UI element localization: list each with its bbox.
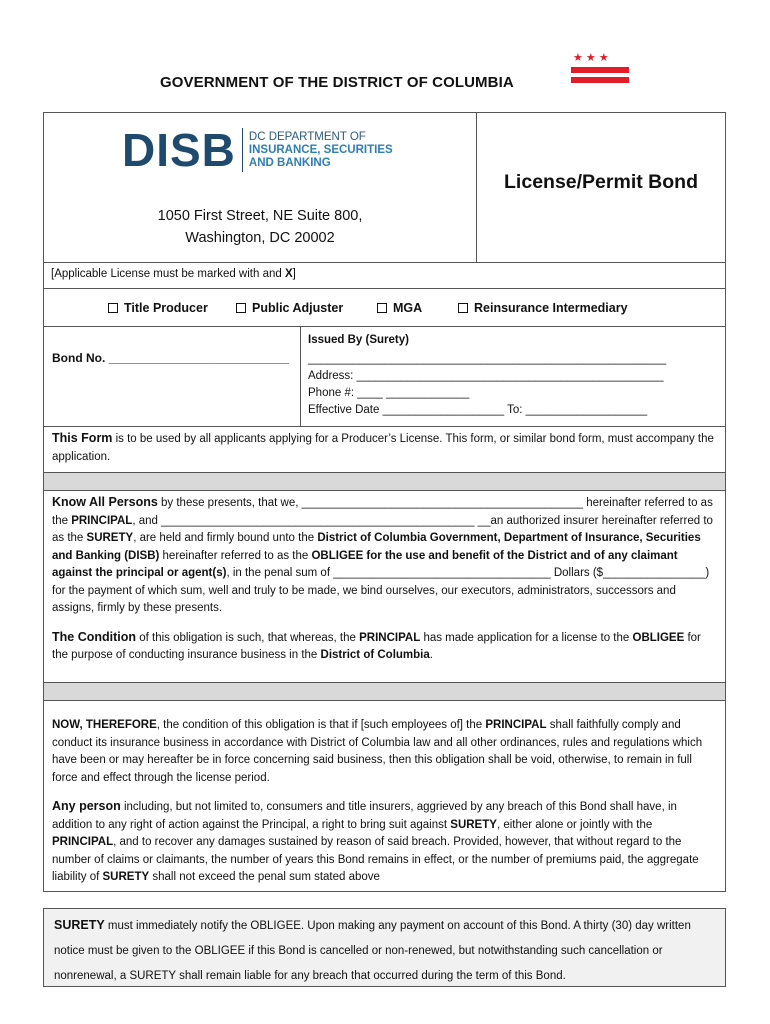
therefore-paragraph [52, 717, 717, 787]
obligee-term: OBLIGEE for the use and benefit of the District and of any claimant against the principal or agent(s) [52, 549, 678, 579]
any-person-text-3: , and to recover any damages sustained by reason of said breach. Provided, however, that without regard to the number of claims or claimants, the number of years this Bond remains in effect, or the number of premiums paid, the aggregate liability of [52, 836, 699, 883]
logo-line-3: AND BANKING [248, 156, 331, 169]
obligation-section [44, 701, 725, 891]
checkbox-icon[interactable] [458, 303, 468, 313]
option-label: MGA [393, 301, 423, 315]
address-line-1: 1050 First Street, NE Suite 800, [157, 208, 363, 224]
surety-phone-field[interactable]: Phone #: ____ _____________ [308, 387, 470, 399]
principal-term: PRINCIPAL [52, 836, 114, 848]
effective-date-field[interactable]: Effective Date ___________________ To: ___________________ [308, 404, 648, 416]
option-public-adjuster[interactable] [236, 301, 343, 315]
license-note-text: [Applicable License must be marked with and [51, 268, 285, 280]
surety-block [308, 332, 718, 419]
notice-surety-term: SURETY [54, 918, 105, 932]
license-note-end: ] [292, 268, 296, 280]
option-label: Public Adjuster [252, 301, 344, 315]
header-section [44, 113, 725, 263]
condition-text-3: for the purpose of conducting insurance business in the [52, 631, 701, 661]
condition-heading: The Condition [52, 629, 137, 644]
therefore-text-2: shall faithfully comply and conduct its insurance business in accordance with District of Columbia law and all other ordinances, rules and regulations which have been or may hereafter be in force concerning said business, then this obligation shall be void, otherwise, to remain in full force and effect through the license period. [52, 719, 703, 784]
logo-text [249, 131, 393, 170]
any-person-paragraph [52, 798, 717, 887]
know-all-paragraph [52, 494, 717, 618]
checkbox-icon[interactable] [377, 303, 387, 313]
license-options [44, 289, 725, 327]
therefore-heading: NOW, THEREFORE [52, 719, 157, 731]
option-title-producer[interactable] [108, 301, 208, 315]
know-all-text-2: , and _________________________________________________ __an authorized insurer hereinafter referred to as the [52, 514, 713, 544]
agency-address [44, 205, 476, 249]
any-person-text-2: , either alone or jointly with the [496, 818, 653, 831]
know-all-text-5: , in the penal sum of __________________________________ Dollars ($________________) for the payment of which sum, well and truly to be made, we bind ourselves, our executors, administrators, successors and assigns, firmly by these presents. [52, 567, 710, 614]
issued-by-label: Issued By (Surety) [308, 334, 409, 346]
principal-term: PRINCIPAL [485, 719, 547, 731]
bond-form [43, 112, 726, 892]
form-use-bold: This Form [52, 431, 113, 445]
bond-divider [300, 327, 301, 426]
condition-text-1: of this obligation is such, that whereas, the [136, 631, 360, 644]
license-note-x: X [284, 268, 293, 280]
checkbox-icon[interactable] [108, 303, 118, 313]
bond-terms-section [44, 491, 725, 683]
option-reinsurance-intermediary[interactable] [458, 301, 628, 315]
district-term: District of Columbia Government, Department of Insurance, Securities and Banking (DISB) [52, 532, 701, 562]
know-all-heading: Know All Persons [52, 495, 158, 509]
flag-stars: ★ ★ ★ [573, 52, 609, 64]
flag-bar-top [571, 67, 629, 73]
logo-line-2: INSURANCE, SECURITIES [248, 143, 393, 156]
form-use-section [44, 427, 725, 473]
option-mga[interactable] [377, 301, 422, 315]
know-all-text-4: hereinafter referred to as the [159, 549, 312, 562]
address-line-2: Washington, DC 20002 [185, 230, 335, 246]
dc-flag-icon [571, 53, 629, 85]
surety-address-field[interactable]: Address: ________________________________________________ [308, 370, 664, 382]
bond-number-field[interactable]: Bond No. ___________________________ [52, 351, 289, 365]
option-label: Title Producer [124, 301, 208, 315]
district-term: District of Columbia [320, 649, 430, 661]
gray-band-1 [44, 473, 725, 491]
page-title: GOVERNMENT OF THE DISTRICT OF COLUMBIA [160, 74, 514, 91]
gray-band-2 [44, 683, 725, 701]
surety-term: SURETY [102, 871, 150, 883]
form-use-body: is to be used by all applicants applying for a Producer’s License. This form, or similar bond form, must accompany the application. [52, 433, 714, 463]
know-all-text-1: by these presents, that we, ____________________________________________ hereinafter referred to as the [52, 497, 713, 527]
form-title: License/Permit Bond [504, 171, 698, 193]
condition-paragraph [52, 629, 717, 665]
surety-notice-box [43, 908, 726, 987]
notice-text: must immediately notify the OBLIGEE. Upon making any payment on account of this Bond. A thirty (30) day written notice must be given to the OBLIGEE if this Bond is cancelled or non-renewed, but notwithstanding such cancellation or nonrenewal, a SURETY shall remain liable for any breach that occurred during the term of this Bond. [54, 920, 691, 982]
any-person-text-4: shall not exceed the penal sum stated above [149, 871, 380, 883]
condition-text-4: . [429, 649, 433, 661]
principal-term: PRINCIPAL [359, 631, 421, 644]
flag-bar-bottom [571, 77, 629, 83]
surety-term: SURETY [86, 532, 134, 544]
option-label: Reinsurance Intermediary [474, 301, 628, 315]
any-person-heading: Any person [52, 799, 121, 813]
logo-line-1: DC DEPARTMENT OF [248, 130, 366, 143]
bond-info-section [44, 327, 725, 427]
license-note [44, 263, 725, 289]
any-person-text-1: including, but not limited to, consumers and title insurers, aggrieved by any breach of this Bond shall have, in addition to any right of action against the Principal, a right to bring suit against [52, 801, 677, 831]
logo-mark: DISB [122, 124, 236, 176]
checkbox-icon[interactable] [236, 303, 246, 313]
know-all-text-3: , are held and firmly bound unto the [133, 532, 318, 544]
form-use-text [52, 430, 717, 466]
therefore-text-1: , the condition of this obligation is that if [such employees of] the [156, 719, 486, 731]
disb-logo [122, 124, 393, 176]
obligee-term: OBLIGEE [632, 631, 685, 644]
logo-divider [242, 128, 243, 172]
condition-text-2: has made application for a license to the [420, 631, 633, 644]
principal-term: PRINCIPAL [71, 514, 133, 527]
surety-term: SURETY [450, 818, 497, 831]
surety-name-field[interactable]: ________________________________________________________ [308, 353, 667, 365]
